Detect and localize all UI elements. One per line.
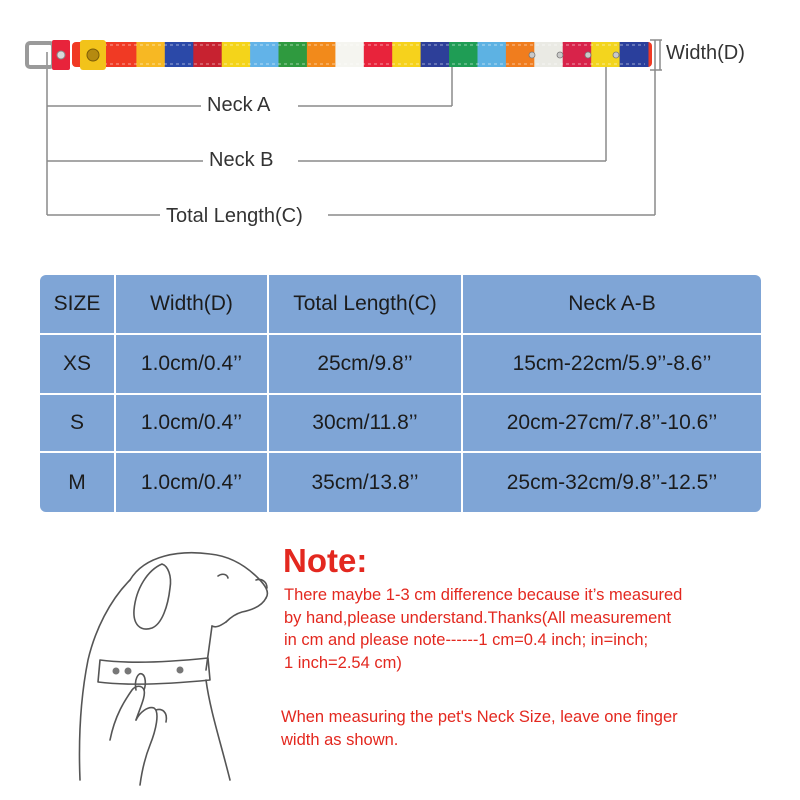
table-cell-total-length: 25cm/9.8’’ xyxy=(317,352,413,375)
measure-line: When measuring the pet's Neck Size, leave one finger xyxy=(281,708,678,726)
collar-stripe xyxy=(478,42,507,67)
d-ring-icon xyxy=(80,40,106,70)
collar-stripe xyxy=(620,42,649,67)
table-cell-size: XS xyxy=(62,352,91,375)
collar-stripe xyxy=(335,42,364,67)
table-cell-width: 1.0cm/0.4’’ xyxy=(140,352,243,375)
collar-stripe xyxy=(421,42,450,67)
note-line: There maybe 1-3 cm difference because it’s measured xyxy=(284,586,683,604)
size-table xyxy=(40,275,761,512)
table-cell-width: 1.0cm/0.4’’ xyxy=(140,470,243,494)
table-cell-total-length: 35cm/13.8’’ xyxy=(311,470,419,494)
collar-stripe xyxy=(250,42,279,67)
collar-stripe xyxy=(108,42,137,67)
measure-line: width as shown. xyxy=(281,730,399,749)
note-body xyxy=(284,584,774,674)
total-length-label: Total Length(C) xyxy=(160,205,309,228)
note-line: in cm and please note------1 cm=0.4 inch; in=inch; xyxy=(284,631,649,649)
neck-a-label: Neck A xyxy=(201,94,276,117)
width-label: Width(D) xyxy=(666,42,745,64)
note-line: by hand,please understand.Thanks(All measurement xyxy=(284,608,672,627)
collar-dimension-lines xyxy=(0,0,800,240)
collar-stripe xyxy=(222,42,251,67)
collar-stripe xyxy=(449,42,478,67)
collar-stripes xyxy=(108,42,649,67)
collar-stripe xyxy=(165,42,194,67)
table-header-width: Width(D) xyxy=(150,292,233,315)
dog-with-collar-icon xyxy=(70,540,280,790)
table-cell-neck: 15cm-22cm/5.9’’-8.6’’ xyxy=(512,352,712,375)
table-cell-neck: 20cm-27cm/7.8’’-10.6’’ xyxy=(506,411,718,434)
note-line: 1 inch=2.54 cm) xyxy=(284,653,402,672)
table-cell-width: 1.0cm/0.4’’ xyxy=(140,411,243,434)
note-title: Note: xyxy=(283,542,368,579)
table-cell-size: S xyxy=(69,411,84,434)
neck-b-label: Neck B xyxy=(203,149,279,172)
buckle-icon xyxy=(27,40,70,70)
table-header-neck: Neck A-B xyxy=(568,292,656,315)
collar-stripe xyxy=(193,42,222,67)
collar-stripe xyxy=(392,42,421,67)
collar-stripe xyxy=(307,42,336,67)
table-cell-neck: 25cm-32cm/9.8’’-12.5’’ xyxy=(506,470,718,494)
table-cell-size: M xyxy=(68,470,86,494)
collar-stripe xyxy=(279,42,308,67)
collar-diagram xyxy=(0,0,800,240)
table-cell-total-length: 30cm/11.8’’ xyxy=(312,411,418,434)
collar-stripe xyxy=(136,42,165,67)
table-header-total-length: Total Length(C) xyxy=(293,292,437,315)
collar-stripe xyxy=(364,42,393,67)
table-header-size: SIZE xyxy=(53,292,101,315)
measuring-instruction xyxy=(281,706,771,751)
